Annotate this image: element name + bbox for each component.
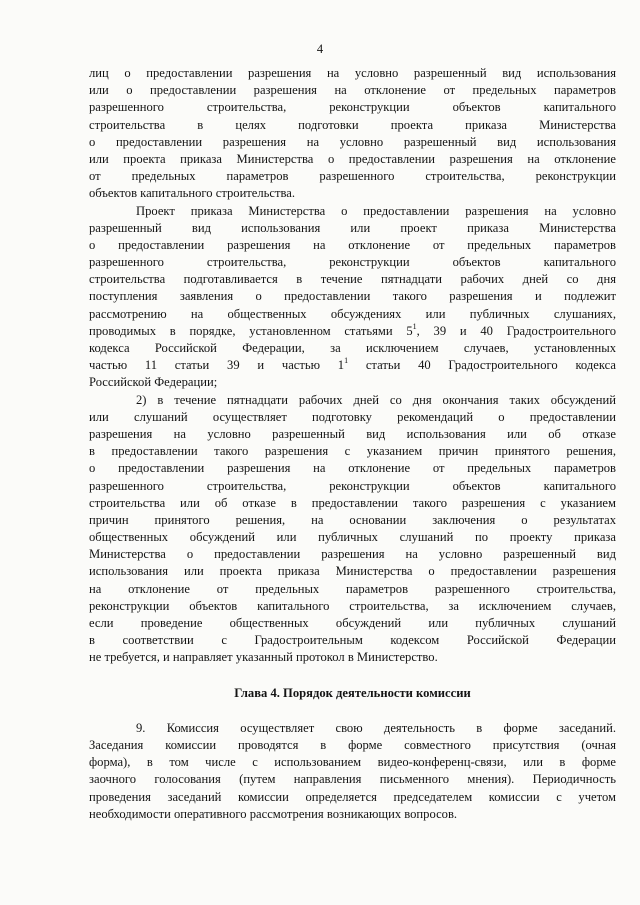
- text-line: о предоставлении разрешения на отклонение от предельных параметров: [89, 237, 616, 252]
- text-line: 9. Комиссия осуществляет свою деятельность в форме заседаний.: [136, 720, 616, 735]
- text-line: Заседания комиссии проводятся в форме совместного присутствия (очная: [89, 737, 616, 752]
- text-line: Проект приказа Министерства о предоставлении разрешения на условно: [136, 203, 616, 218]
- text-line: разрешенного строительства, реконструкции объектов капитального: [89, 255, 616, 270]
- document-body: [89, 65, 616, 823]
- text-line: если проведение общественных обсуждений или публичных слушаний: [89, 616, 616, 630]
- text-line: использования или проекта приказа Министерства о предоставлении разрешения: [89, 564, 616, 579]
- text-line: 2) в течение пятнадцати рабочих дней со дня окончания таких обсуждений: [136, 392, 616, 407]
- text-line: или слушаний осуществляет подготовку рекомендаций о предоставлении: [89, 409, 616, 424]
- chapter-heading: Глава 4. Порядок деятельности комиссии: [234, 685, 471, 700]
- text-line: причин принятого решения, на основании заключения о результатах: [89, 512, 616, 527]
- text-line: поступления заявления о предоставлении такого разрешения и подлежит: [89, 289, 616, 304]
- paragraph-3: [89, 392, 616, 667]
- text-line: на отклонение от предельных параметров разрешенного строительства,: [89, 581, 616, 596]
- text-line: о предоставлении разрешения на отклонение от предельных параметров: [89, 461, 616, 476]
- text-line: разрешенный вид использования или проект приказа Министерства: [89, 220, 616, 235]
- text-line: не требуется, и направляет указанный протокол в Министерство.: [89, 650, 438, 665]
- text-line: объектов капитального строительства.: [89, 186, 296, 201]
- text-line: частью 11 статьи 39 и частью $1^1$ статьи 40 Градостроительного кодекса: [89, 356, 617, 373]
- text-line: от предельных параметров разрешенного строительства, реконструкции: [89, 169, 616, 184]
- text-line: в предоставлении такого разрешения с указанием причин принятого решения,: [89, 444, 616, 459]
- text-line: реконструкции объектов капитального строительства, за исключением случаев,: [89, 598, 616, 613]
- paragraph-2: [89, 203, 616, 392]
- text-line: о предоставлении разрешения на условно разрешенный вид использования: [89, 134, 616, 149]
- text-line: лиц о предоставлении разрешения на условно разрешенный вид использования: [89, 66, 616, 80]
- text-line: рассмотрению на общественных обсуждениях или публичных слушаниях,: [89, 306, 616, 321]
- text-line: в соответствии с Градостроительным кодексом Российской Федерации: [89, 633, 616, 648]
- text-line: строительства или об отказе в предоставлении такого разрешения с указанием: [89, 495, 616, 510]
- text-line: проведения заседаний комиссии определяется председателем комиссии с учетом: [89, 789, 616, 804]
- text-line: Российской Федерации;: [89, 375, 218, 390]
- text-line: общественных обсуждений или публичных слушаний по проекту приказа: [89, 530, 616, 545]
- text-line: проводимых в порядке, установленном статьями $5^1$, 39 и 40 Градостроительного: [89, 321, 617, 338]
- text-line: строительства подготавливается в течение пятнадцати рабочих дней со дня: [89, 272, 616, 287]
- text-line: или проекта приказа Министерства о предоставлении разрешения на отклонение: [89, 151, 616, 166]
- text-line: разрешенного строительства, реконструкции объектов капитального: [89, 100, 616, 115]
- text-line: разрешения на условно разрешенный вид использования или об отказе: [89, 426, 616, 441]
- text-line: форма), в том числе с использованием видео-конференц-связи, или в форме: [89, 755, 616, 770]
- text-line: необходимости оперативного рассмотрения возникающих вопросов.: [89, 806, 458, 821]
- text-line: разрешенного строительства, реконструкции объектов капитального: [89, 478, 616, 493]
- text-line: кодекса Российской Федерации, за исключением случаев, установленных: [89, 341, 616, 355]
- paragraph-1: [89, 65, 616, 203]
- paragraph-9: [89, 720, 616, 823]
- text-line: или о предоставлении разрешения на отклонение от предельных параметров: [89, 83, 616, 98]
- page-number: 4: [316, 42, 324, 56]
- text-line: Министерства о предоставлении разрешения на условно разрешенный вид: [89, 547, 616, 562]
- text-line: строительства в целях подготовки проекта приказа Министерства: [89, 117, 616, 132]
- text-line: заочного голосования (путем направления письменного мнения). Периодичность: [89, 772, 616, 787]
